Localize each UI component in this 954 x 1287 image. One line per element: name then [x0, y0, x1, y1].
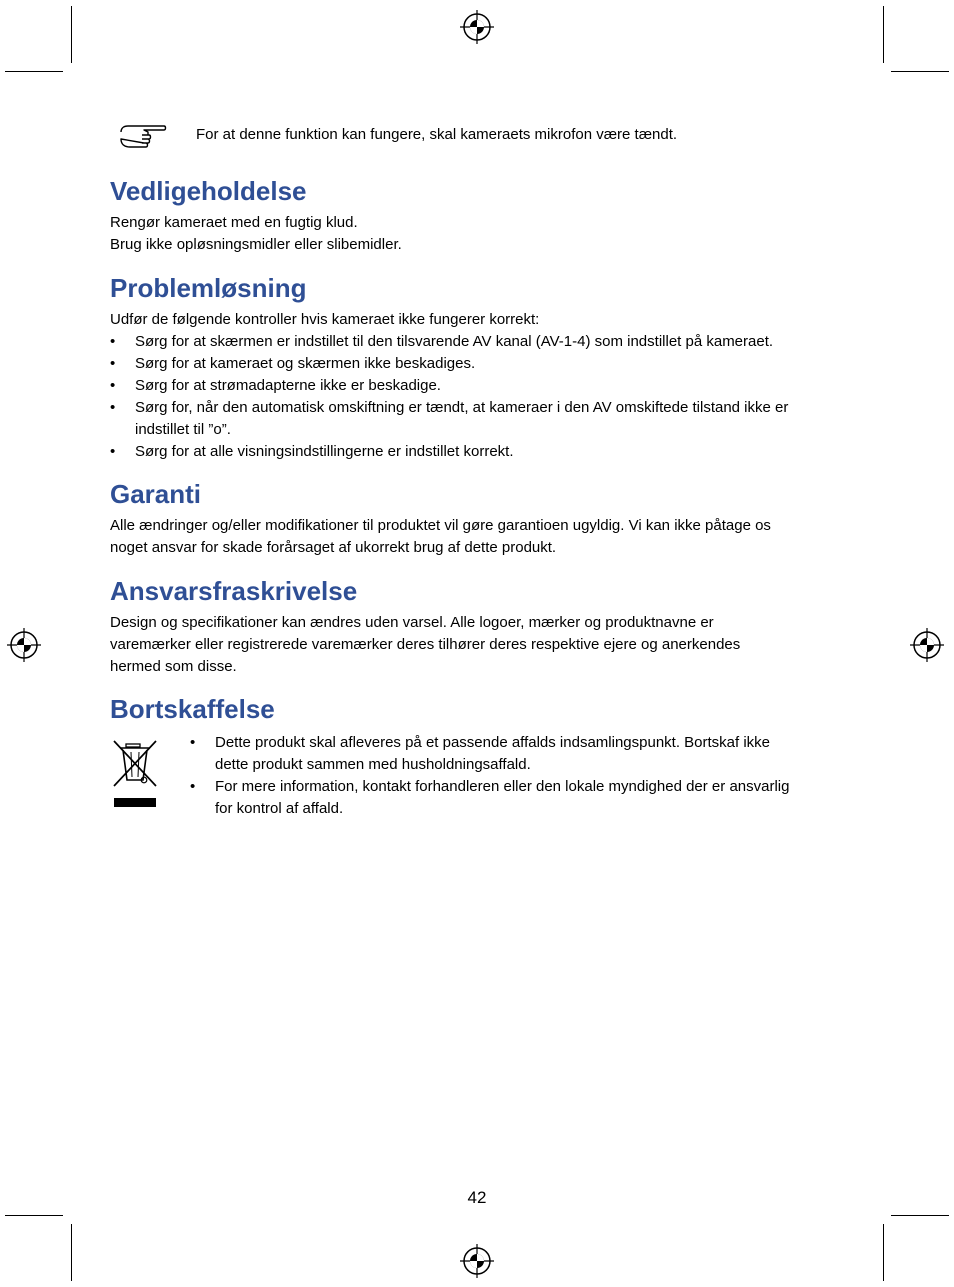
section-heading-troubleshooting: Problemløsning [110, 273, 307, 303]
paragraph-line: Rengør kameraet med en fugtig klud. [110, 214, 358, 231]
section-heading-disposal: Bortskaffelse [110, 694, 275, 724]
section-heading-warranty: Garanti [110, 479, 202, 509]
list-item: Sørg for at kameraet og skærmen ikke beskadiges. [135, 355, 476, 372]
paragraph-line: Design og specifikationer kan ændres uden varsel. Alle logoer, mærker og produktnavne er [110, 614, 714, 631]
registration-mark-icon [910, 628, 944, 662]
bullet-marker: • [110, 443, 116, 460]
list-item: Dette produkt skal afleveres på et passende affalds indsamlingspunkt. Bortskaf ikke [215, 734, 771, 751]
bullet-marker: • [190, 734, 196, 751]
crop-mark [891, 1215, 949, 1216]
crop-mark [5, 71, 63, 72]
list-item-continuation: for kontrol af affald. [215, 800, 344, 817]
page-number: 42 [467, 1188, 487, 1207]
crop-mark [883, 1224, 884, 1281]
bullet-marker: • [110, 355, 116, 372]
list-item: Sørg for at skærmen er indstillet til den tilsvarende AV kanal (AV-1-4) som indstillet på kameraet. [135, 333, 774, 350]
list-item-continuation: dette produkt sammen med husholdningsaffald. [215, 756, 531, 773]
paragraph-line: noget ansvar for skade forårsaget af ukorrekt brug af dette produkt. [110, 539, 557, 556]
weee-crossed-bin-icon [110, 736, 160, 810]
bullet-marker: • [110, 333, 116, 350]
bullet-marker: • [190, 778, 196, 795]
section-heading-maintenance: Vedligeholdelse [110, 176, 307, 206]
crop-mark [883, 6, 884, 63]
crop-mark [891, 71, 949, 72]
list-item-continuation: indstillet til ”o”. [135, 421, 231, 438]
paragraph-line: hermed som disse. [110, 658, 237, 675]
list-item: For mere information, kontakt forhandleren eller den lokale myndighed der er ansvarlig [215, 778, 790, 795]
list-item: Sørg for at strømadapterne ikke er beskadige. [135, 377, 441, 394]
registration-mark-icon [460, 10, 494, 44]
paragraph-line: Alle ændringer og/eller modifikationer til produktet vil gøre garantioen ugyldig. Vi kan ikke påtage os [110, 517, 771, 534]
paragraph-line: Brug ikke opløsningsmidler eller slibemidler. [110, 236, 402, 253]
crop-mark [5, 1215, 63, 1216]
paragraph-line: varemærker eller registrerede varemærker deres tilhører deres respektive ejere og anerkendes [110, 636, 741, 653]
paragraph-line: Udfør de følgende kontroller hvis kameraet ikke fungerer korrekt: [110, 311, 540, 328]
list-item: Sørg for at alle visningsindstillingerne er indstillet korrekt. [135, 443, 514, 460]
pointing-hand-icon [118, 122, 168, 150]
bullet-marker: • [110, 399, 116, 416]
section-heading-disclaimer: Ansvarsfraskrivelse [110, 576, 358, 606]
registration-mark-icon [460, 1244, 494, 1278]
bullet-marker: • [110, 377, 116, 394]
crop-mark [71, 1224, 72, 1281]
note-text: For at denne funktion kan fungere, skal kameraets mikrofon være tændt. [196, 126, 678, 143]
list-item: Sørg for, når den automatisk omskiftning er tændt, at kameraer i den AV omskiftede tilstand ikke er [135, 399, 789, 416]
registration-mark-icon [7, 628, 41, 662]
crop-mark [71, 6, 72, 63]
